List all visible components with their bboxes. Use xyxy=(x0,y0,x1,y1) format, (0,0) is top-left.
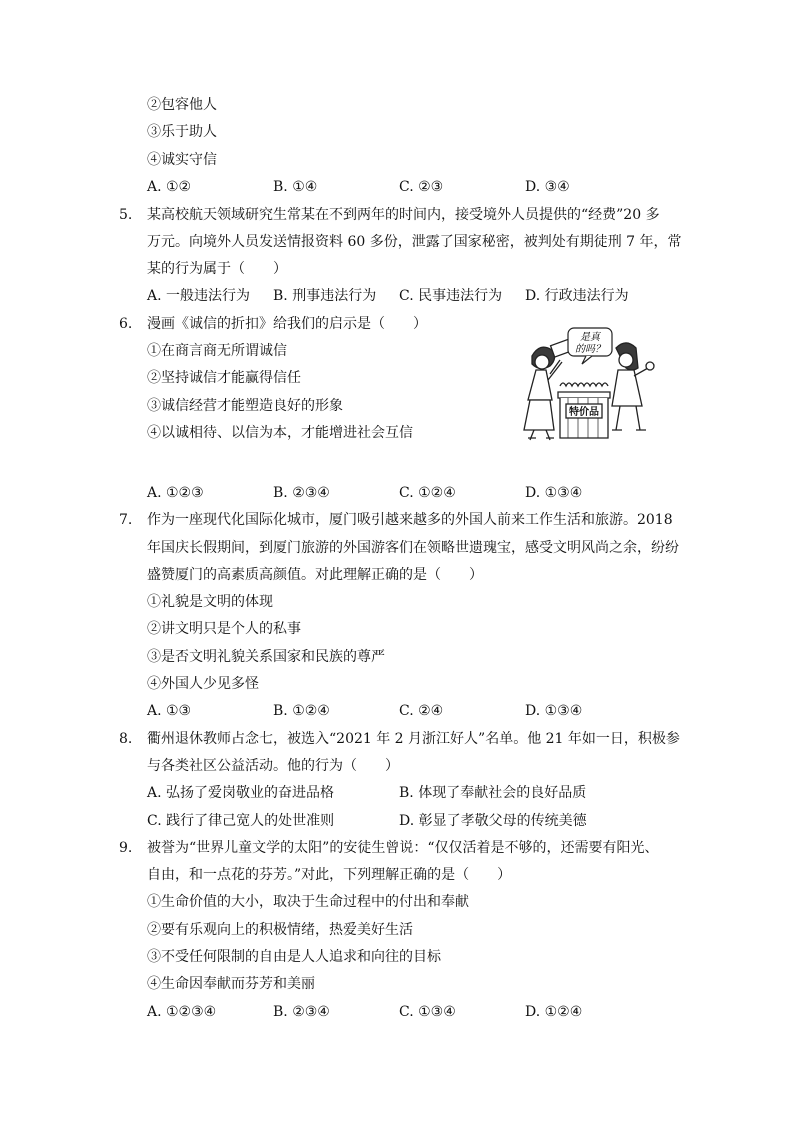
q6-option-b[interactable]: B. ②③④ xyxy=(273,485,330,501)
q9-stem-line: 自由，和一点花的芬芳。”对此，下列理解正确的是（ ） xyxy=(147,867,512,883)
q7-option-d[interactable]: D. ①③④ xyxy=(525,703,583,719)
q5-option-d[interactable]: D. 行政违法行为 xyxy=(525,288,629,304)
q6-option-a[interactable]: A. ①②③ xyxy=(147,485,204,501)
q5-option-b[interactable]: B. 刑事违法行为 xyxy=(273,288,377,304)
q7-statement-2: ②讲文明只是个人的私事 xyxy=(147,621,301,637)
q4-option-b[interactable]: B. ①④ xyxy=(273,179,318,195)
q7-statement-1: ①礼貌是文明的体现 xyxy=(147,594,273,610)
q9-statement-4: ④生命因奉献而芬芳和美丽 xyxy=(147,976,315,992)
q4-statement-4: ④诚实守信 xyxy=(147,152,217,168)
q7-option-a[interactable]: A. ①③ xyxy=(147,703,192,719)
q6-number: 6. xyxy=(119,316,133,332)
q7-statement-3: ③是否文明礼貌关系国家和民族的尊严 xyxy=(147,649,385,665)
counter-label: 特价品 xyxy=(569,407,599,418)
q6-statement-3: ③诚信经营才能塑造良好的形象 xyxy=(147,398,343,414)
q6-option-d[interactable]: D. ①③④ xyxy=(525,485,583,501)
q5-stem-line: 某的行为属于（ ） xyxy=(147,261,287,277)
q9-stem-line: 被誉为“世界儿童文学的太阳”的安徒生曾说：“仅仅活着是不够的，还需要有阳光、 xyxy=(147,840,659,856)
q8-number: 8. xyxy=(119,731,133,747)
q5-stem-line: 某高校航天领域研究生常某在不到两年的时间内，接受境外人员提供的“经费”20 多 xyxy=(147,207,660,223)
q6-statement-2: ②坚持诚信才能赢得信任 xyxy=(147,370,301,386)
q9-statement-2: ②要有乐观向上的积极情绪，热爱美好生活 xyxy=(147,922,413,938)
q7-number: 7. xyxy=(119,512,133,528)
q4-statement-2: ②包容他人 xyxy=(147,97,217,113)
q8-option-c[interactable]: C. 践行了律己宽人的处世准则 xyxy=(147,813,335,829)
bubble-text-line2: 的吗？ xyxy=(575,344,605,355)
integrity-discount-cartoon xyxy=(512,326,664,444)
q5-number: 5. xyxy=(119,207,133,223)
q7-stem-line: 盛赞厦门的高素质高颜值。对此理解正确的是（ ） xyxy=(147,567,483,583)
q7-option-c[interactable]: C. ②④ xyxy=(399,703,444,719)
q5-option-c[interactable]: C. 民事违法行为 xyxy=(399,288,503,304)
q4-option-a[interactable]: A. ①② xyxy=(147,179,192,195)
q4-option-d[interactable]: D. ③④ xyxy=(525,179,570,195)
q8-option-d[interactable]: D. 彰显了孝敬父母的传统美德 xyxy=(399,813,587,829)
q6-statement-1: ①在商言商无所谓诚信 xyxy=(147,343,287,359)
speech-bubble xyxy=(568,328,612,364)
q8-stem-line: 与各类社区公益活动。他的行为（ ） xyxy=(147,758,399,774)
q9-statement-1: ①生命价值的大小，取决于生命过程中的付出和奉献 xyxy=(147,894,469,910)
q9-statement-3: ③不受任何限制的自由是人人追求和向往的目标 xyxy=(147,949,441,965)
q9-option-a[interactable]: A. ①②③④ xyxy=(147,1004,217,1020)
q8-option-a[interactable]: A. 弘扬了爱岗敬业的奋进品格 xyxy=(147,785,335,801)
q7-statement-4: ④外国人少见多怪 xyxy=(147,676,259,692)
q6-statement-4: ④以诚相待、以信为本，才能增进社会互信 xyxy=(147,425,413,441)
q7-stem-line: 年国庆长假期间，到厦门旅游的外国游客们在领略世遗瑰宝，感受文明风尚之余，纷纷 xyxy=(147,540,679,556)
q4-statement-3: ③乐于助人 xyxy=(147,124,217,140)
q5-option-a[interactable]: A. 一般违法行为 xyxy=(147,288,251,304)
q9-option-c[interactable]: C. ①③④ xyxy=(399,1004,456,1020)
q8-stem-line: 衢州退休教师占念七，被选入“2021 年 2 月浙江好人”名单。他 21 年如一日，积极参 xyxy=(147,731,680,747)
q9-number: 9. xyxy=(119,840,133,856)
q7-option-b[interactable]: B. ①②④ xyxy=(273,703,330,719)
q6-stem-line: 漫画《诚信的折扣》给我们的启示是（ ） xyxy=(147,316,427,332)
q6-option-c[interactable]: C. ①②④ xyxy=(399,485,456,501)
q4-option-c[interactable]: C. ②③ xyxy=(399,179,444,195)
q7-stem-line: 作为一座现代化国际化城市，厦门吸引越来越多的外国人前来工作生活和旅游。2018 xyxy=(147,512,673,528)
q9-option-b[interactable]: B. ②③④ xyxy=(273,1004,330,1020)
q8-option-b[interactable]: B. 体现了奉献社会的良好品质 xyxy=(399,785,587,801)
bubble-text-line1: 是真 xyxy=(580,332,600,343)
q9-option-d[interactable]: D. ①②④ xyxy=(525,1004,583,1020)
q5-stem-line: 万元。向境外人员发送情报资料 60 多份，泄露了国家秘密，被判处有期徒刑 7 年，常 xyxy=(147,234,682,250)
